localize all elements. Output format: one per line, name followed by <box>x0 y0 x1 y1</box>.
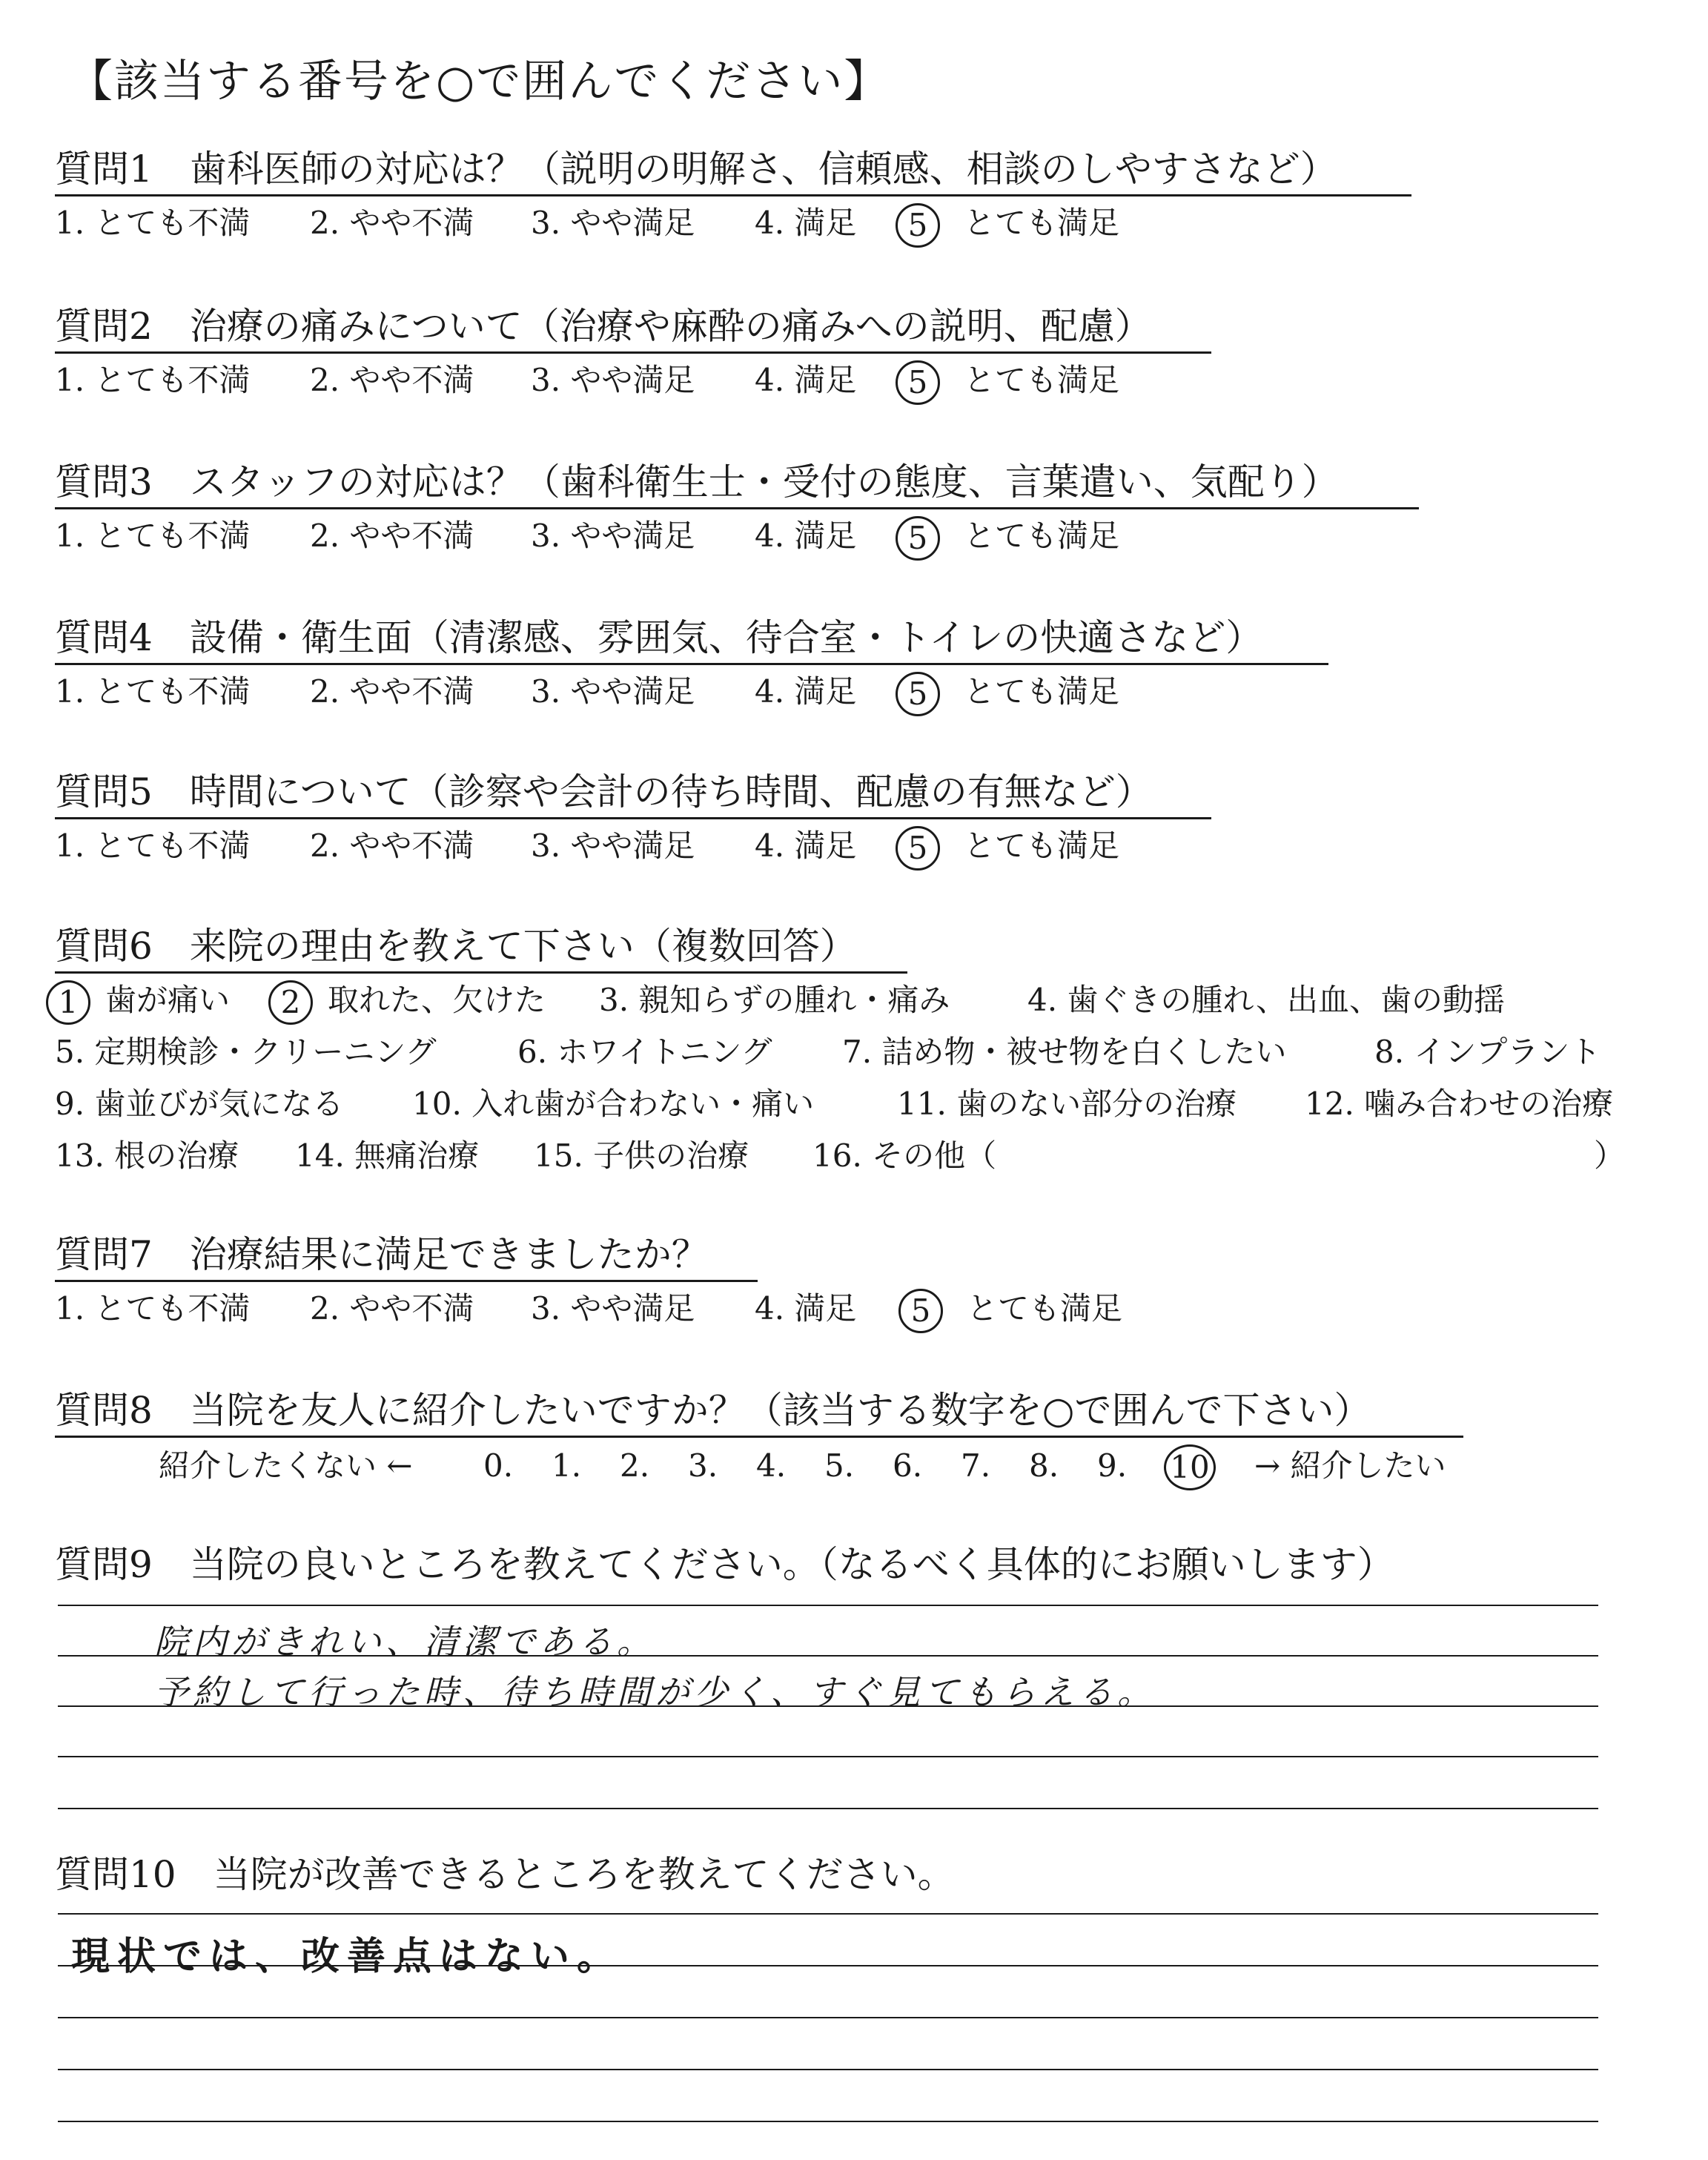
q8-option-2[interactable]: 2. <box>620 1447 650 1484</box>
q5-option-4[interactable]: 4. 満足 <box>755 828 857 864</box>
q8-option-4[interactable]: 4. <box>756 1447 787 1484</box>
question-1-underline <box>55 194 1411 196</box>
question-6-underline <box>55 971 907 974</box>
q1-option-4[interactable]: 4. 満足 <box>755 205 857 241</box>
q8-right-label: → 紹介したい <box>1254 1447 1446 1484</box>
q3-option-1[interactable]: 1. とても不満 <box>55 518 251 554</box>
q8-option-3[interactable]: 3. <box>688 1447 718 1484</box>
q6-option-15[interactable]: 15. 子供の治療 <box>534 1137 749 1174</box>
q6-option-3[interactable]: 3. 親知らずの腫れ・痛み <box>599 982 950 1018</box>
q2-option-2[interactable]: 2. やや不満 <box>310 362 474 398</box>
q6-option-1-circled[interactable]: 1 <box>46 980 90 1025</box>
q6-option-16[interactable]: 16. その他（ <box>812 1137 997 1174</box>
q7-option-4[interactable]: 4. 満足 <box>755 1290 857 1327</box>
question-8-label: 質問8 当院を友人に紹介したいですか？（該当する数字を○で囲んで下さい） <box>55 1389 1371 1432</box>
q1-option-2[interactable]: 2. やや不満 <box>310 205 474 241</box>
q7-option-5-circled[interactable]: 5 <box>898 1289 943 1333</box>
q7-option-5-label: とても満足 <box>967 1290 1123 1327</box>
q1-option-5-label: とても満足 <box>964 205 1120 241</box>
q3-option-4[interactable]: 4. 満足 <box>755 518 857 554</box>
q2-option-5-circled[interactable]: 5 <box>896 360 940 405</box>
question-5-label: 質問5 時間について（診察や会計の待ち時間、配慮の有無など） <box>55 770 1153 813</box>
q5-option-2[interactable]: 2. やや不満 <box>310 828 474 864</box>
q6-option-2-circled[interactable]: 2 <box>268 980 313 1025</box>
q4-option-4[interactable]: 4. 満足 <box>755 673 857 710</box>
q1-option-5-circled[interactable]: 5 <box>896 203 940 248</box>
q9-answer-line-4 <box>58 1756 1598 1757</box>
q3-option-2[interactable]: 2. やや不満 <box>310 518 474 554</box>
q5-option-1[interactable]: 1. とても不満 <box>55 828 251 864</box>
q10-answer-line-1 <box>58 1913 1598 1915</box>
q10-answer-line-5 <box>58 2121 1598 2122</box>
q7-option-1[interactable]: 1. とても不満 <box>55 1290 251 1327</box>
question-3-underline <box>55 507 1419 509</box>
q4-option-1[interactable]: 1. とても不満 <box>55 673 251 710</box>
q6-option-4[interactable]: 4. 歯ぐきの腫れ、出血、歯の動揺 <box>1027 982 1505 1018</box>
question-8-underline <box>55 1436 1463 1438</box>
q6-option-10[interactable]: 10. 入れ歯が合わない・痛い <box>412 1086 815 1122</box>
q8-option-10-circled[interactable]: 10 <box>1164 1444 1216 1490</box>
q1-option-3[interactable]: 3. やや満足 <box>531 205 695 241</box>
q4-option-5-label: とても満足 <box>964 673 1120 710</box>
q6-option-16-close-paren: ） <box>1594 1137 1626 1174</box>
q6-option-5[interactable]: 5. 定期検診・クリーニング <box>55 1034 437 1070</box>
q7-option-3[interactable]: 3. やや満足 <box>531 1290 695 1327</box>
q8-option-5[interactable]: 5. <box>824 1447 855 1484</box>
q8-option-9[interactable]: 9. <box>1097 1447 1128 1484</box>
question-4-label: 質問4 設備・衛生面（清潔感、雰囲気、待合室・トイレの快適さなど） <box>55 616 1263 659</box>
question-2-label: 質問2 治療の痛みについて（治療や麻酔の痛みへの説明、配慮） <box>55 305 1152 348</box>
q6-option-7[interactable]: 7. 詰め物・被せ物を白くしたい <box>842 1034 1287 1070</box>
question-1-label: 質問1 歯科医師の対応は？（説明の明解さ、信頼感、相談のしやすさなど） <box>55 148 1337 191</box>
q1-option-1[interactable]: 1. とても不満 <box>55 205 251 241</box>
q8-option-7[interactable]: 7. <box>961 1447 991 1484</box>
q6-option-8[interactable]: 8. インプラント <box>1374 1034 1601 1070</box>
q2-option-5-label: とても満足 <box>964 362 1120 398</box>
q7-option-2[interactable]: 2. やや不満 <box>310 1290 474 1327</box>
q8-option-0[interactable]: 0. <box>483 1447 514 1484</box>
q3-option-3[interactable]: 3. やや満足 <box>531 518 695 554</box>
question-6-label: 質問6 来院の理由を教えて下さい（複数回答） <box>55 925 857 968</box>
question-10-label: 質問10 当院が改善できるところを教えてください。 <box>55 1853 955 1896</box>
question-4-underline <box>55 663 1328 665</box>
q8-option-8[interactable]: 8. <box>1029 1447 1059 1484</box>
q9-handwritten-answer-1[interactable]: 院内がきれい、清潔である。 <box>154 1622 655 1662</box>
q6-option-1-label: 歯が痛い <box>105 982 231 1018</box>
q6-option-13[interactable]: 13. 根の治療 <box>55 1137 239 1174</box>
question-9-label: 質問9 当院の良いところを教えてください。（なるべく具体的にお願いします） <box>55 1543 1394 1586</box>
q2-option-4[interactable]: 4. 満足 <box>755 362 857 398</box>
q5-option-5-label: とても満足 <box>964 828 1120 864</box>
form-title: 【該当する番号を○で囲んでください】 <box>68 56 890 108</box>
q9-answer-line-1 <box>58 1605 1598 1606</box>
question-2-underline <box>55 351 1211 354</box>
question-3-label: 質問3 スタッフの対応は？（歯科衛生士・受付の態度、言葉遣い、気配り） <box>55 460 1339 503</box>
question-7-label: 質問7 治療結果に満足できましたか？ <box>55 1233 709 1276</box>
q6-option-12[interactable]: 12. 噛み合わせの治療 <box>1305 1086 1614 1122</box>
q9-handwritten-answer-2[interactable]: 予約して行った時、待ち時間が少く、すぐ見てもらえる。 <box>154 1672 1156 1712</box>
q6-option-2-label: 取れた、欠けた <box>328 982 546 1018</box>
q2-option-1[interactable]: 1. とても不満 <box>55 362 251 398</box>
q10-handwritten-answer-1[interactable]: 現状では、改善点はない。 <box>71 1935 623 1979</box>
q6-option-14[interactable]: 14. 無痛治療 <box>295 1137 480 1174</box>
q9-answer-line-5 <box>58 1808 1598 1809</box>
q5-option-5-circled[interactable]: 5 <box>896 826 940 871</box>
q6-option-6[interactable]: 6. ホワイトニング <box>517 1034 772 1070</box>
q8-option-6[interactable]: 6. <box>893 1447 923 1484</box>
q4-option-5-circled[interactable]: 5 <box>896 672 940 716</box>
q10-answer-line-4 <box>58 2069 1598 2070</box>
q6-option-9[interactable]: 9. 歯並びが気になる <box>55 1086 344 1122</box>
q8-option-1[interactable]: 1. <box>552 1447 582 1484</box>
q3-option-5-label: とても満足 <box>964 518 1120 554</box>
q3-option-5-circled[interactable]: 5 <box>896 516 940 561</box>
q5-option-3[interactable]: 3. やや満足 <box>531 828 695 864</box>
q6-option-11[interactable]: 11. 歯のない部分の治療 <box>897 1086 1237 1122</box>
question-5-underline <box>55 817 1211 819</box>
q10-answer-line-3 <box>58 2017 1598 2018</box>
q4-option-2[interactable]: 2. やや不満 <box>310 673 474 710</box>
q2-option-3[interactable]: 3. やや満足 <box>531 362 695 398</box>
q8-left-label: 紹介したくない ← <box>159 1447 413 1484</box>
q4-option-3[interactable]: 3. やや満足 <box>531 673 695 710</box>
question-7-underline <box>55 1280 758 1282</box>
